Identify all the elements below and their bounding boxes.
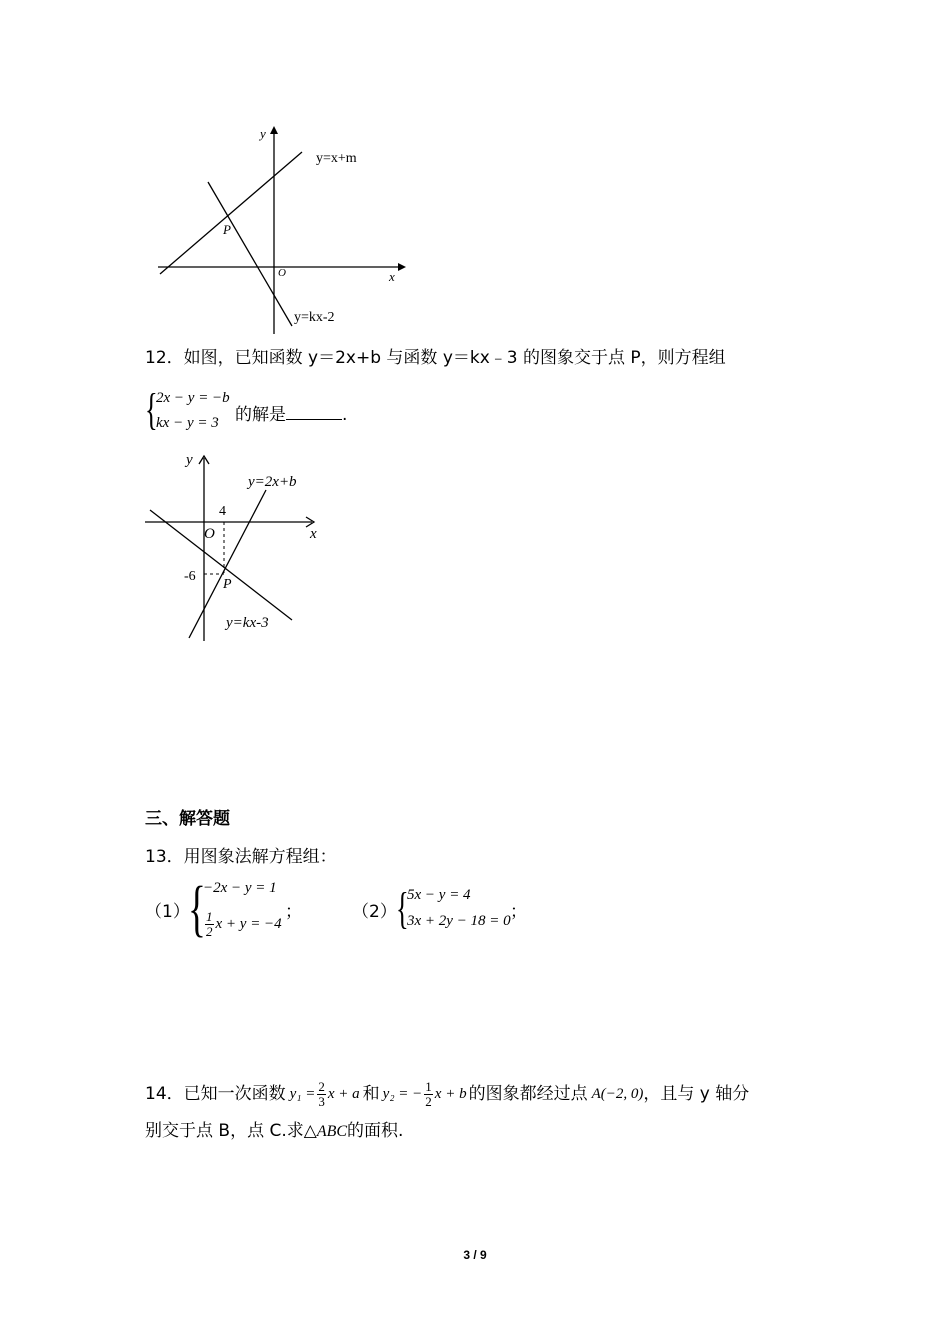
line-kx-minus-3 [150, 510, 292, 620]
q12-text: 12．如图，已知函数 y＝2x+b 与函数 y＝kx﹣3 的图象交于点 P，则方程组 [145, 348, 726, 368]
q13-part1-label: （1） [145, 902, 190, 922]
q12-eq2: kx − y = 3 [156, 415, 219, 431]
q13-part2-brace: { [396, 884, 409, 933]
q13-part1-brace: { [188, 875, 206, 943]
q13-part1-eq1: −2x − y = 1 [203, 880, 277, 896]
q14-and: 和 [362, 1084, 380, 1104]
q12-end: . [342, 405, 348, 425]
q14-line2-post: 的面积. [347, 1121, 404, 1141]
tick-y-label: -6 [184, 569, 196, 584]
q13-part1-frac-num: 1 [206, 909, 213, 924]
x-axis-label: x [310, 526, 317, 542]
q14-frac2 [424, 1080, 433, 1109]
point-p-label: P [223, 222, 231, 237]
q14-frac1 [317, 1080, 326, 1109]
q14-y2-rest: x + b [434, 1086, 467, 1102]
y-axis-arrow [270, 126, 278, 134]
point-p-label: P [223, 577, 232, 592]
q14-frac1-den: 3 [318, 1093, 325, 1109]
q14-frac1-num: 2 [318, 1078, 325, 1094]
q13-text: 13．用图象法解方程组： [145, 847, 337, 867]
q14-abc: ABC [316, 1123, 348, 1140]
line-kx-minus-2 [208, 182, 292, 326]
figure-lines-2xb-kx3 [140, 450, 330, 645]
q12-brace: { [145, 385, 158, 434]
line-x-plus-m-label: y=x+m [316, 151, 357, 166]
x-axis-arrow [398, 263, 406, 271]
q13-part1-fraction [205, 910, 214, 939]
q14-y1: y₁ = [289, 1086, 316, 1102]
q12-tail [235, 401, 347, 427]
line-kx-minus-2-label: y=kx-2 [294, 310, 335, 325]
q13-part2-end: ； [510, 902, 527, 922]
q13-part2-label: （2） [352, 902, 397, 922]
tick-x-label: 4 [219, 504, 226, 519]
origin-label: O [204, 526, 215, 542]
q14-line1 [145, 1074, 749, 1114]
q13-part2 [352, 884, 552, 936]
q12-answer-blank [286, 401, 342, 420]
figure-lines-xm-kx2 [150, 120, 420, 340]
line-2x-plus-b-label: y=2x+b [248, 474, 297, 490]
q12-system [145, 387, 385, 435]
q14-frac2-den: 2 [425, 1093, 432, 1109]
q14-point-a: A(−2, 0) [591, 1086, 644, 1102]
q13-part2-eq2: 3x + 2y − 18 = 0 [407, 913, 511, 929]
q14-line2-pre: 别交于点 B，点 C.求△ [145, 1121, 317, 1141]
page-number: 3 / 9 [463, 1248, 487, 1262]
x-axis-label: x [389, 269, 395, 284]
q14-y1-rest: x + a [327, 1086, 360, 1102]
q14-suffix: ，且与 y 轴分 [643, 1084, 750, 1104]
y-axis-label: y [260, 126, 266, 141]
q13-part1-frac-den: 2 [206, 924, 213, 939]
line-x-plus-m [160, 152, 302, 274]
q14-mid: 的图象都经过点 [468, 1084, 588, 1104]
q13-part2-eq1: 5x − y = 4 [407, 887, 471, 903]
q13-part1-eq2 [203, 910, 282, 939]
y-axis-label: y [186, 452, 193, 468]
q14-line2 [145, 1119, 403, 1144]
q13-part1-end: ； [285, 902, 302, 922]
q14-frac2-num: 1 [425, 1078, 432, 1094]
q12-eq1: 2x − y = −b [156, 390, 230, 406]
origin-label: O [278, 267, 286, 279]
q14-y2: y₂ = − [382, 1086, 423, 1102]
q14-prefix: 14．已知一次函数 [145, 1084, 286, 1104]
q13-part1 [145, 876, 345, 948]
q12-tail-text: 的解是 [235, 405, 286, 425]
section-title: 三、解答题 [145, 809, 230, 829]
q13-part1-eq2-rest: x + y = −4 [215, 915, 282, 932]
line-kx-minus-3-label: y=kx-3 [226, 615, 269, 631]
